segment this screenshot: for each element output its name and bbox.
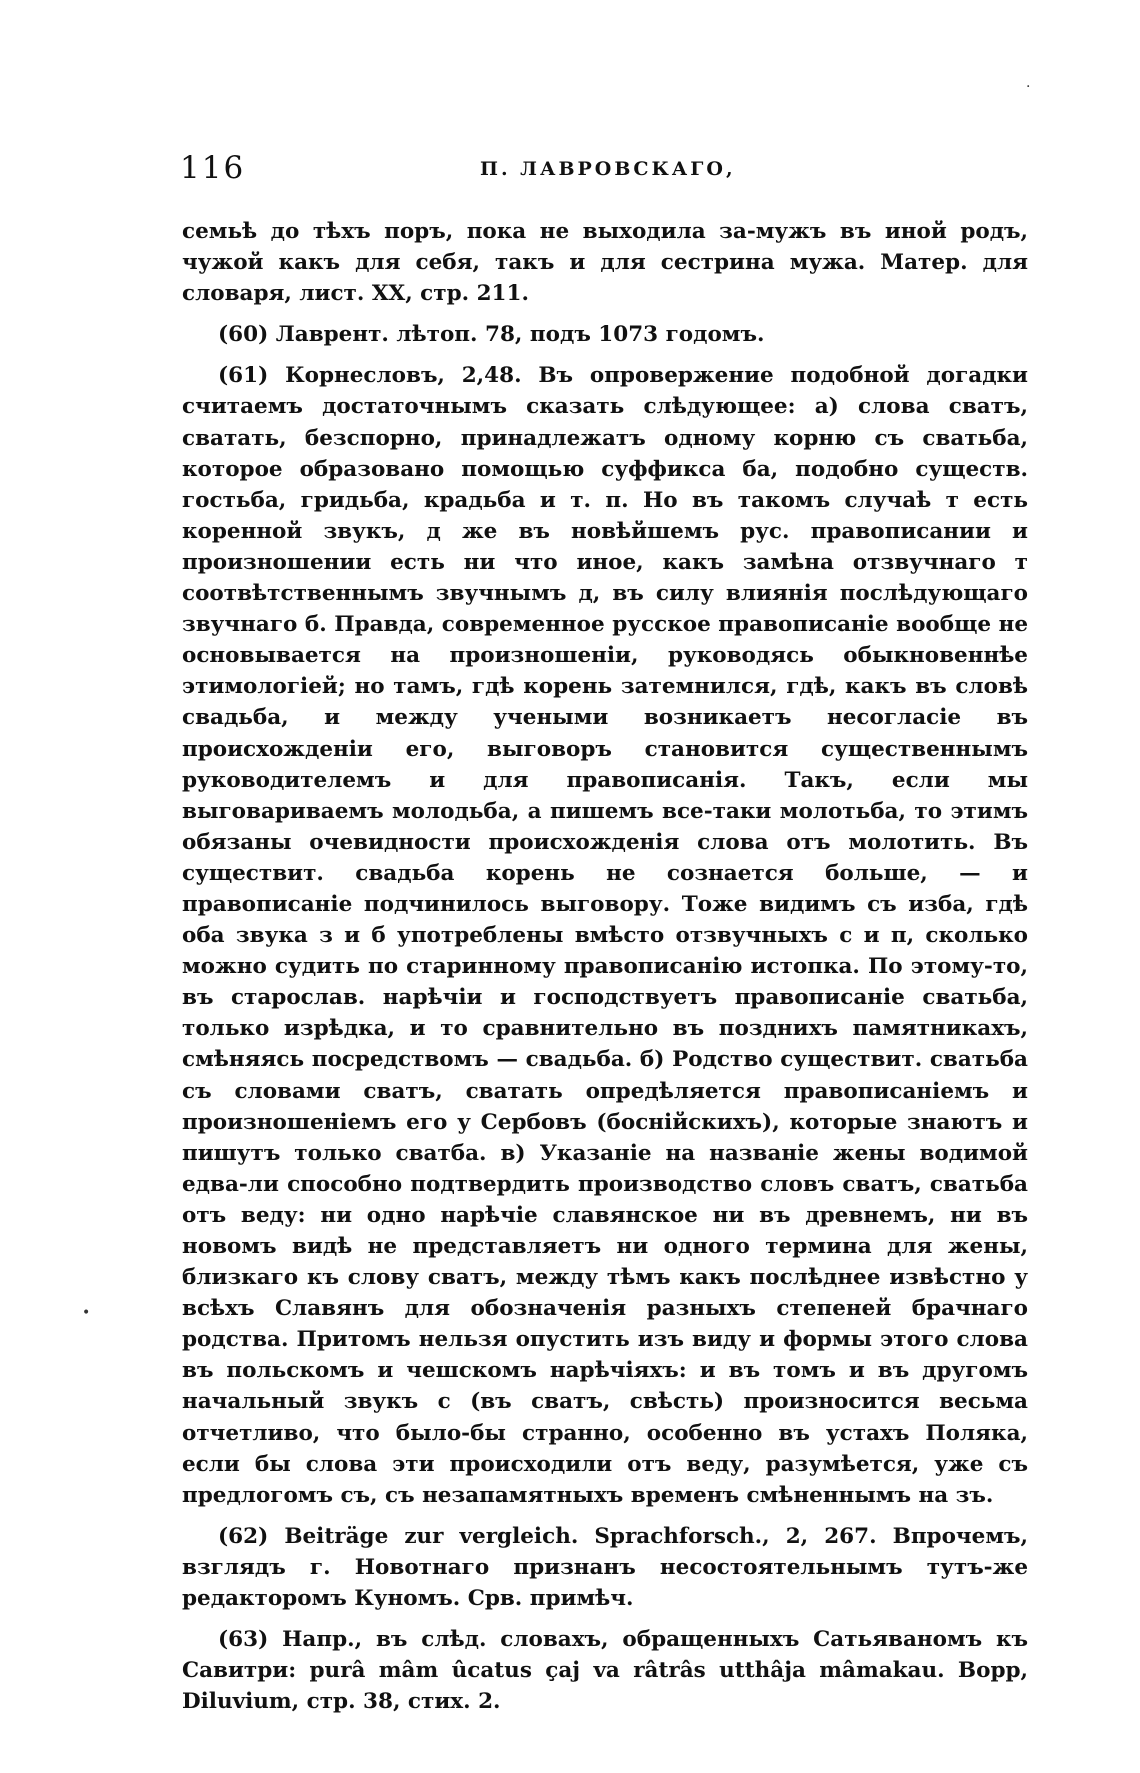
- stray-mark-top: ·: [1026, 79, 1031, 95]
- footnote-62: (62) Beiträge zur vergleich. Sprachforsch., 2, 267. Впрочемъ, взглядъ г. Новотнаго признанъ несостоятельнымъ тутъ-же редакторомъ Куномъ. Срв. примѣч.: [182, 1523, 1028, 1612]
- footnote-60: (60) Лаврент. лѣтоп. 78, подъ 1073 годомъ.: [218, 322, 765, 348]
- stray-mark-left: •: [82, 1305, 91, 1321]
- footnote-63: (63) Напр., въ слѣд. словахъ, обращенныхъ Сатьяваномъ къ Савитри: purâ mâm ûcatus çaj va râtrâs utthâja mâmakau. Bopp, Diluvium, стр. 38, стих. 2.: [182, 1627, 1028, 1715]
- running-head: П. ЛАВРОВСКАГО,: [480, 158, 736, 180]
- page-number: 116: [180, 150, 246, 186]
- footnote-61: (61) Корнесловъ, 2,48. Въ опровержение подобной догадки считаемъ достаточнымъ сказать слѣдующее: а) слова сватъ, сватать, безспорно, принадлежатъ одному корню съ сватьба, которое образовано помощью суффикса ба, подобно существ. гостьба, гридьба, крадьба и т. п. Но въ такомъ случаѣ т есть коренной звукъ, д же въ новѣйшемъ рус. правописании и произношении есть ни что иное, какъ замѣна отзвучнаго т соотвѣтственнымъ звучнымъ д, въ силу влиянія послѣдующаго звучнаго б. Правда, современное русское правописаніе вообще не основывается на произношеніи, руководясь обыкновеннѣе этимологіей; но тамъ, гдѣ корень затемнился, гдѣ, какъ въ словѣ свадьба, и между учеными возникаетъ несогласіе въ происхожденіи его, выговоръ становится существеннымъ руководителемъ и для правописанія. Такъ, если мы выговариваемъ молодьба, а пишемъ все-таки молотьба, то этимъ обязаны очевидности происхожденія слова отъ молотить. Въ существит. свадьба корень не сознается больше, — и правописаніе подчинилось выговору. Тоже видимъ съ изба, гдѣ оба звука з и б употреблены вмѣсто отзвучныхъ с и п, сколько можно судить по старинному правописанію истопка. По этому-то, въ старослав. нарѣчіи и господствуетъ правописаніе сватьба, только изрѣдка, и то сравнительно въ позднихъ памятникахъ, смѣняясь посредствомъ — свадьба. б) Родство существит. сватьба съ словами сватъ, сватать опредѣляется правописаніемъ и произношеніемъ его у Сербовъ (боснійскихъ), которые знаютъ и пишутъ только сватба. в) Указаніе на названіе жены водимой едва-ли способно подтвердить производство словъ сватъ, сватьба отъ веду: ни одно нарѣчіе славянское ни въ древнемъ, ни въ новомъ видѣ не представляетъ ни одного термина для жены, близкаго къ слову сватъ, между тѣмъ какъ послѣднее извѣстно у всѣхъ Славянъ для обозначенія разныхъ степеней брачнаго родства. Притомъ нельзя опустить изъ виду и формы этого слова въ польскомъ и чешскомъ нарѣчіяхъ: и въ томъ и въ другомъ начальный звукъ с (въ сватъ, свѣсть) произносится весьма отчетливо, что было-бы странно, особенно въ устахъ Поляка, если бы слова эти происходили отъ веду, разумѣется, уже съ предлогомъ съ, съ незапамятныхъ временъ смѣненнымъ на зъ.: [182, 363, 1028, 1508]
- body-text: [182, 216, 1028, 1727]
- page-header: [180, 150, 1030, 194]
- paragraph-continuation: семьѣ до тѣхъ поръ, пока не выходила за-мужъ въ иной родъ, чужой какъ для себя, такъ и для сестрина мужа. Матер. для словаря, лист. XX, стр. 211.: [182, 219, 1028, 307]
